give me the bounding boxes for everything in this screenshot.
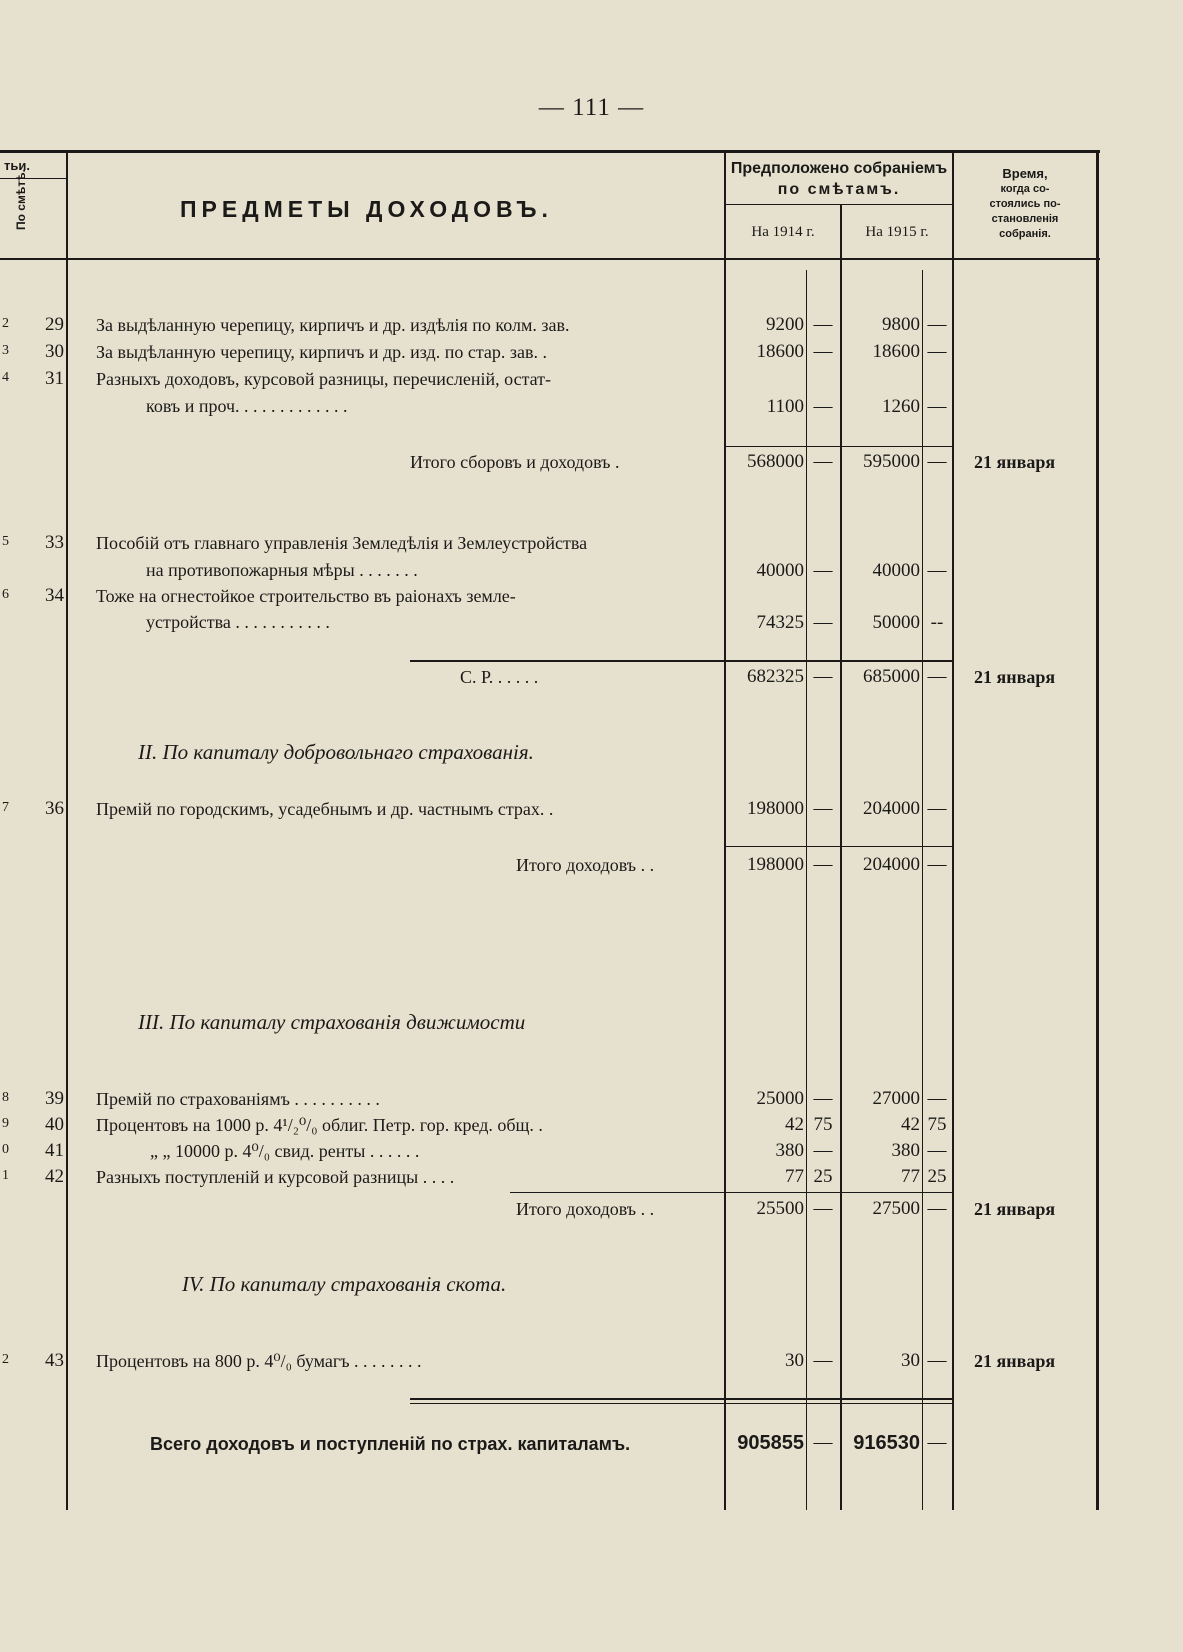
v1915: 50000 <box>872 612 920 633</box>
total3-c1914: — <box>813 1198 833 1219</box>
row-text: Процентовъ на 800 р. 4⁰/₀ бумагъ . . . . . . . . <box>96 1351 422 1371</box>
c1915: 75 <box>927 1114 947 1135</box>
sr-c1914: — <box>813 666 833 687</box>
row-text: „ „ 10000 р. 4⁰/₀ свид. ренты . . . . . . <box>150 1141 420 1161</box>
time-header-4: становленія <box>991 213 1059 225</box>
c1915: — <box>927 314 947 335</box>
v1914: 1100 <box>766 396 804 417</box>
grand-total-c1914: — <box>813 1432 833 1453</box>
time-header-5: собранія. <box>999 228 1051 240</box>
row-text: За выдѣланную черепицу, кирпичъ и др. издѣлія по колм. зав. <box>96 315 570 335</box>
time-header-2: когда со- <box>1000 183 1050 195</box>
c1914: — <box>813 560 833 581</box>
v1914: 25000 <box>756 1088 804 1109</box>
margin-mark: 3 <box>2 343 9 358</box>
corner-rule <box>0 178 66 179</box>
c1915: — <box>927 1140 947 1161</box>
top-rule <box>0 150 1100 153</box>
c1914: — <box>813 396 833 417</box>
total3-v1915: 27500 <box>872 1198 920 1219</box>
v1915: 40000 <box>872 560 920 581</box>
c1915: — <box>927 1088 947 1109</box>
total1-v1914: 568000 <box>747 451 804 472</box>
c1914: 75 <box>813 1114 833 1135</box>
section-4-heading: IV. По капиталу страхованія скота. <box>182 1272 507 1296</box>
margin-mark: 9 <box>2 1116 9 1131</box>
c1915: — <box>927 341 947 362</box>
total2-v1915: 204000 <box>863 854 920 875</box>
v1914: 77 <box>785 1166 804 1187</box>
c1915: — <box>927 798 947 819</box>
grand-total-v1915: 916530 <box>853 1432 920 1454</box>
sr-label: С. Р. . . . . . <box>460 667 539 687</box>
sr-v1914: 682325 <box>747 666 804 687</box>
grand-total-rule-2 <box>410 1403 952 1404</box>
row-text: Премій по городскимъ, усадебнымъ и др. частнымъ страх. . <box>96 799 554 819</box>
total1-c1914: — <box>813 451 833 472</box>
planned-header-1: Предположено собраніемъ <box>730 160 948 177</box>
total2-label: Итого доходовъ . . <box>516 855 655 875</box>
row-no: 40 <box>45 1114 64 1135</box>
row-no: 29 <box>45 314 64 335</box>
total3-c1915: — <box>927 1198 947 1219</box>
margin-mark: 5 <box>2 534 9 549</box>
vrule-left <box>66 150 68 1510</box>
v1915: 30 <box>901 1350 920 1371</box>
row-text: За выдѣланную черепицу, кирпичъ и др. изд. по стар. зав. . <box>96 342 548 362</box>
total3-date: 21 января <box>974 1199 1056 1219</box>
header-bottom-rule <box>0 258 1100 260</box>
grand-total-v1914: 905855 <box>737 1432 804 1454</box>
grand-total-rule-1 <box>410 1398 952 1400</box>
row-text: Пособій отъ главнаго управленія Земледѣлія и Землеустройства <box>96 533 588 553</box>
row-no: 43 <box>45 1350 64 1371</box>
c1914: — <box>813 341 833 362</box>
corner-fragment: тьи. <box>4 158 30 173</box>
c1914: — <box>813 1140 833 1161</box>
margin-mark: 2 <box>2 316 9 331</box>
v1914: 42 <box>785 1114 804 1135</box>
total2-rule <box>726 846 952 847</box>
row-text: Разныхъ поступленій и курсовой разницы . . . . <box>96 1167 455 1187</box>
v1915: 9800 <box>882 314 920 335</box>
col-no-header: По смѣтѣ. <box>14 169 28 230</box>
time-header-3: стоялись по- <box>989 198 1061 210</box>
v1915: 77 <box>901 1166 920 1187</box>
planned-header-2: по смѣтамъ. <box>777 181 901 198</box>
c1914: — <box>813 1088 833 1109</box>
planned-subrule <box>724 204 952 205</box>
vrule-1914-cents <box>806 270 807 1510</box>
total1-c1915: — <box>927 451 947 472</box>
v1914: 18600 <box>756 341 804 362</box>
total1-label: Итого сборовъ и доходовъ . <box>410 452 620 472</box>
c1914: — <box>813 314 833 335</box>
sr-date: 21 января <box>974 667 1056 687</box>
row-text: Разныхъ доходовъ, курсовой разницы, перечисленій, остат- <box>96 369 552 389</box>
margin-mark: 1 <box>2 1168 9 1183</box>
total3-v1914: 25500 <box>756 1198 804 1219</box>
row43-date: 21 января <box>974 1351 1056 1371</box>
year-1915-header: На 1915 г. <box>865 224 929 240</box>
total2-c1914: — <box>813 854 833 875</box>
row-text-cont: на противопожарныя мѣры . . . . . . . <box>146 560 418 580</box>
c1915: -- <box>930 612 944 633</box>
c1915: — <box>927 1350 947 1371</box>
time-header-1: Время, <box>1002 166 1048 181</box>
v1915: 1260 <box>882 396 920 417</box>
v1915: 27000 <box>872 1088 920 1109</box>
section-3-heading: III. По капиталу страхованія движимости <box>138 1010 526 1034</box>
row-no: 34 <box>45 585 64 606</box>
row-no: 30 <box>45 341 64 362</box>
v1914: 198000 <box>747 798 804 819</box>
c1914: — <box>813 1350 833 1371</box>
v1915: 204000 <box>863 798 920 819</box>
total2-v1914: 198000 <box>747 854 804 875</box>
grand-total-c1915: — <box>927 1432 947 1453</box>
grand-total-label: Всего доходовъ и поступленій по страх. капиталамъ. <box>150 1434 631 1454</box>
vrule-1915-cents <box>922 270 923 1510</box>
row-no: 39 <box>45 1088 64 1109</box>
sr-rule <box>410 660 952 662</box>
c1914: 25 <box>813 1166 833 1187</box>
v1914: 380 <box>775 1140 804 1161</box>
vrule-time-start <box>952 150 954 1510</box>
total3-label: Итого доходовъ . . <box>516 1199 655 1219</box>
v1915: 42 <box>901 1114 920 1135</box>
items-title: ПРЕДМЕТЫ ДОХОДОВЪ. <box>180 196 553 222</box>
row-no: 33 <box>45 532 64 553</box>
margin-mark: 8 <box>2 1090 9 1105</box>
row-text: Премій по страхованіямъ . . . . . . . . . . <box>96 1089 380 1109</box>
c1915: — <box>927 396 947 417</box>
vrule-right <box>1096 150 1099 1510</box>
c1915: 25 <box>927 1166 947 1187</box>
margin-mark: 6 <box>2 587 9 602</box>
row-text: Процентовъ на 1000 р. 4¹/₂⁰/₀ облиг. Петр. гор. кред. общ. . <box>96 1115 543 1135</box>
total1-rule <box>726 446 952 447</box>
row-no: 41 <box>45 1140 64 1161</box>
total1-v1915: 595000 <box>863 451 920 472</box>
margin-mark: 0 <box>2 1142 9 1157</box>
page-number: — 111 — <box>538 94 645 121</box>
row-text-cont: устройства . . . . . . . . . . . <box>146 612 330 632</box>
row-text: Тоже на огнестойкое строительство въ раіонахъ земле- <box>96 586 516 606</box>
sr-c1915: — <box>927 666 947 687</box>
c1914: — <box>813 612 833 633</box>
margin-mark: 2 <box>2 1352 9 1367</box>
row-text-cont: ковъ и проч. . . . . . . . . . . . . <box>146 396 348 416</box>
v1915: 380 <box>891 1140 920 1161</box>
total2-c1915: — <box>927 854 947 875</box>
v1914: 30 <box>785 1350 804 1371</box>
margin-mark: 7 <box>2 800 9 815</box>
row-no: 31 <box>45 368 64 389</box>
v1914: 9200 <box>766 314 804 335</box>
row-no: 36 <box>45 798 64 819</box>
year-1914-header: На 1914 г. <box>751 224 815 240</box>
v1914: 40000 <box>756 560 804 581</box>
total3-rule <box>510 1192 952 1193</box>
row-no: 42 <box>45 1166 64 1187</box>
c1915: — <box>927 560 947 581</box>
v1915: 18600 <box>872 341 920 362</box>
c1914: — <box>813 798 833 819</box>
v1914: 74325 <box>756 612 804 633</box>
section-2-heading: II. По капиталу добровольнаго страхованія. <box>138 740 534 764</box>
sr-v1915: 685000 <box>863 666 920 687</box>
total1-date: 21 января <box>974 452 1056 472</box>
margin-mark: 4 <box>2 370 9 385</box>
